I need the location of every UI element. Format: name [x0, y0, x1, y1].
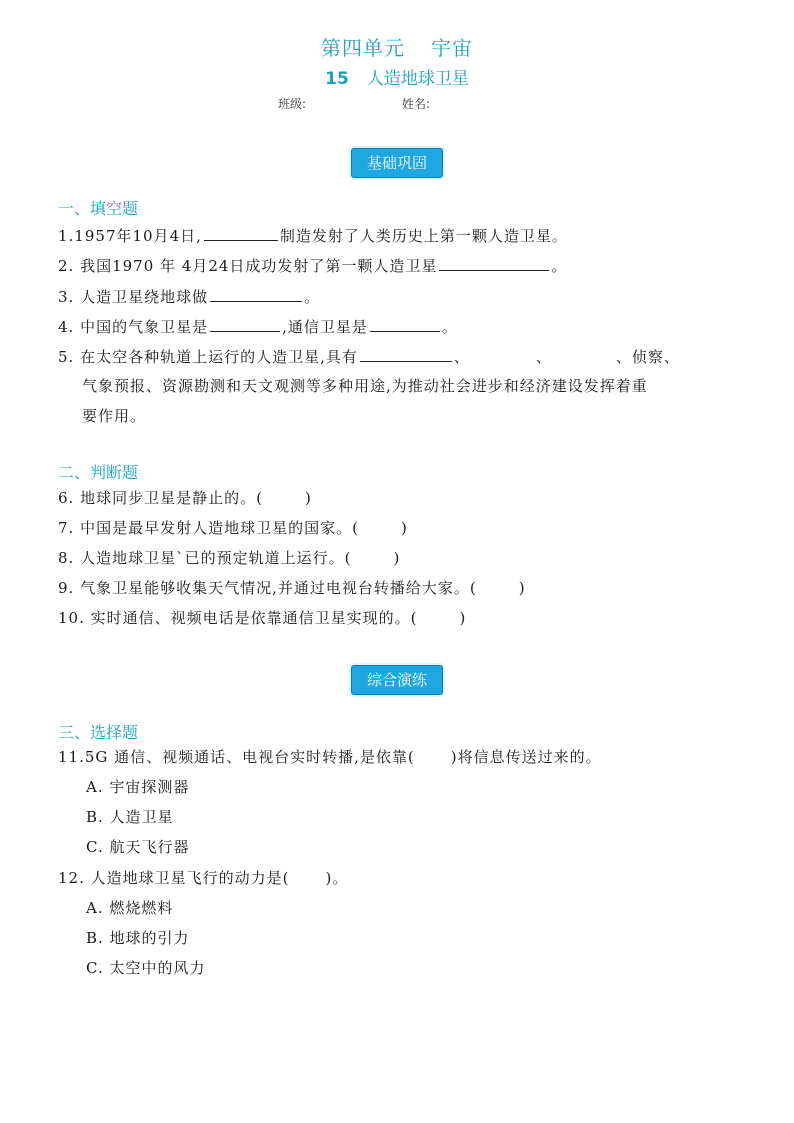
- question-1-text-b: 制造发射了人类历史上第一颗人造卫星。: [279, 227, 568, 245]
- question-11-option-b[interactable]: B. 人造卫星: [86, 808, 174, 826]
- question-12-option-c[interactable]: C. 太空中的风力: [86, 959, 206, 977]
- class-label: 班级:: [278, 97, 307, 111]
- question-3: [58, 285, 320, 307]
- question-11-option-c[interactable]: C. 航天飞行器: [86, 838, 190, 856]
- question-10: [58, 608, 466, 628]
- question-4-text-a: 4. 中国的气象卫星是: [58, 318, 209, 336]
- question-5-text-c: 、: [535, 348, 552, 366]
- lesson-number: 15: [325, 69, 349, 89]
- question-8: [58, 548, 400, 568]
- answer-blank[interactable]: [210, 285, 302, 302]
- comprehensive-badge: 综合演练: [351, 665, 443, 695]
- name-label: 姓名:: [402, 97, 431, 111]
- section-judge-title: 二、判断题: [58, 463, 139, 482]
- question-3-text-a: 3. 人造卫星绕地球做: [58, 288, 209, 306]
- question-12-option-b[interactable]: B. 地球的引力: [86, 929, 190, 947]
- unit-number-label: 第四单元: [321, 36, 405, 60]
- lesson-title: [0, 64, 794, 89]
- question-12-option-a[interactable]: A. 燃烧燃料: [86, 899, 174, 917]
- question-6: [58, 488, 312, 508]
- answer-blank[interactable]: [204, 224, 278, 241]
- answer-blank[interactable]: [370, 315, 440, 332]
- question-4: [58, 315, 458, 337]
- question-4-text-c: 。: [441, 318, 458, 336]
- section-fill-title: 一、填空题: [58, 199, 139, 218]
- question-1-text-a: 1.1957年10月4日,: [58, 227, 202, 245]
- unit-title: [0, 32, 794, 61]
- question-7-text: 7. 中国是最早发射人造地球卫星的国家。(: [58, 519, 359, 537]
- question-11-option-a[interactable]: A. 宇宙探测器: [86, 778, 190, 796]
- answer-blank[interactable]: [210, 315, 280, 332]
- question-2-text-b: 。: [551, 257, 568, 275]
- question-5-text-d: 、侦察、: [615, 348, 680, 366]
- question-11-text-b: )将信息传送过来的。: [450, 748, 602, 766]
- question-11-text-a: 11.5G 通信、视频通话、电视台实时转播,是依靠(: [58, 748, 415, 766]
- question-7: [58, 518, 408, 538]
- question-10-text: 10. 实时通信、视频电话是依靠通信卫星实现的。(: [58, 609, 418, 627]
- question-2-text-a: 2. 我国1970 年 4月24日成功发射了第一颗人造卫星: [58, 257, 438, 275]
- close-parenthesis: ): [518, 579, 526, 597]
- close-parenthesis: ): [459, 609, 467, 627]
- close-parenthesis: ): [400, 519, 408, 537]
- question-5-line-3: 要作用。: [82, 407, 147, 425]
- question-12-text-a: 12. 人造地球卫星飞行的动力是(: [58, 869, 290, 887]
- lesson-name: 人造地球卫星: [366, 69, 469, 89]
- question-6-text: 6. 地球同步卫星是静止的。(: [58, 489, 263, 507]
- section-choice-title: 三、选择题: [58, 723, 139, 742]
- answer-blank[interactable]: [360, 345, 452, 362]
- question-5-text-b: 、: [453, 348, 470, 366]
- question-8-text: 8. 人造地球卫星`已的预定轨道上运行。(: [58, 549, 352, 567]
- unit-subject-label: 宇宙: [431, 36, 473, 60]
- question-5-text-a: 5. 在太空各种轨道上运行的人造卫星,具有: [58, 348, 358, 366]
- question-5: [58, 345, 680, 367]
- question-11: [58, 747, 602, 767]
- question-9: [58, 578, 526, 598]
- question-12-text-b: )。: [325, 869, 349, 887]
- question-2: [58, 254, 567, 276]
- answer-blank[interactable]: [439, 254, 549, 271]
- close-parenthesis: ): [393, 549, 401, 567]
- close-parenthesis: ): [304, 489, 312, 507]
- question-3-text-b: 。: [304, 288, 321, 306]
- question-12: [58, 868, 348, 888]
- question-1: [58, 224, 568, 246]
- basic-badge: 基础巩固: [351, 148, 443, 178]
- question-5-line-2: 气象预报、资源勘测和天文观测等多种用途,为推动社会进步和经济建设发挥着重: [82, 377, 648, 395]
- question-4-text-b: ,通信卫星是: [282, 318, 368, 336]
- question-9-text: 9. 气象卫星能够收集天气情况,并通过电视台转播给大家。(: [58, 579, 477, 597]
